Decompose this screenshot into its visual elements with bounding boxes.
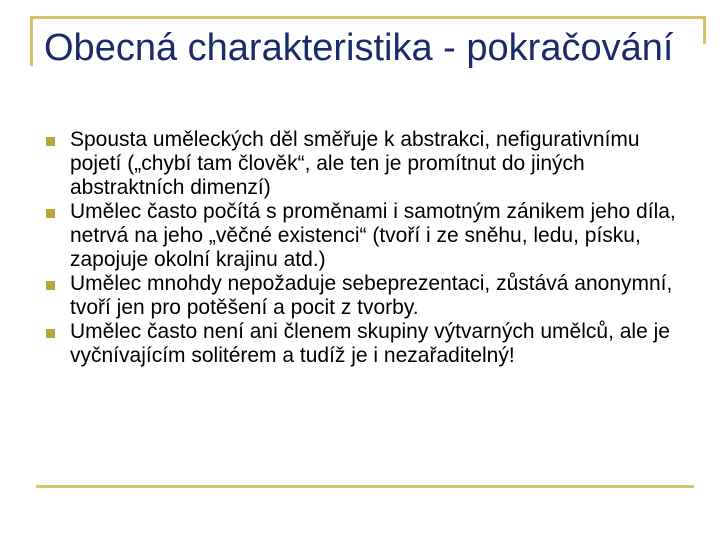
bullet-item (44, 128, 684, 200)
square-bullet-icon (46, 137, 55, 146)
square-bullet-icon (46, 209, 55, 218)
frame-left-line (30, 16, 33, 66)
square-bullet-icon (46, 281, 55, 290)
bullet-text: Spousta uměleckých děl směřuje k abstrakci, nefigurativnímu pojetí („chybí tam člověk“, ale ten je promítnut do jiných abstraktních dimenzí) (70, 128, 640, 199)
bullet-item (44, 272, 684, 320)
bullet-text: Umělec často počítá s proměnami i samotným zánikem jeho díla, netrvá na jeho „věčné existenci“ (tvoří i ze sněhu, ledu, písku, zapojuje okolní krajinu atd.) (70, 200, 676, 271)
frame-top-line (30, 16, 706, 19)
frame-bottom-line (36, 485, 694, 488)
square-bullet-icon (46, 329, 55, 338)
bullet-list (44, 128, 684, 368)
bullet-item (44, 320, 684, 368)
frame-right-line (703, 16, 706, 44)
bullet-item (44, 200, 684, 272)
bullet-text: Umělec mnohdy nepožaduje sebeprezentaci, zůstává anonymní, tvoří jen pro potěšení a pocit z tvorby. (70, 272, 673, 319)
bullet-text: Umělec často není ani členem skupiny výtvarných umělců, ale je vyčnívajícím solitérem a tudíž je i nezařaditelný! (70, 320, 670, 367)
slide-title: Obecná charakteristika - pokračování (44, 27, 674, 69)
